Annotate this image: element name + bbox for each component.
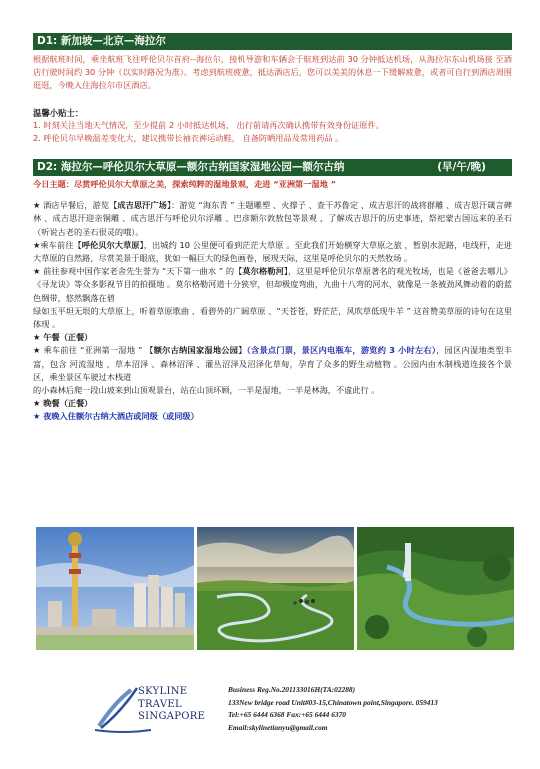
photo-grassland-river	[197, 527, 354, 650]
photo-genghis-square	[36, 527, 194, 650]
day1-description: 根据航班时间，乘坐航班飞往呼伦贝尔首府--海拉尔，接机导游和车辆会于航班到达前 30 分钟抵达机场，从海拉尔东山机场接 至酒店行驶时间约 30 分钟（以实时路况为准）。考虑到航班疲惫，抵达酒店后，您可以美美的休息一下缓解疲惫，或者可自行到酒店周围逛逛，今晚入住海拉尔市区酒店。	[33, 54, 512, 91]
logo-wordmark: SKYLINE TRAVEL SINGAPORE	[138, 686, 206, 722]
business-email: Email:skylinetianyu@gmail.com	[228, 722, 328, 732]
business-info	[228, 684, 438, 734]
business-reg: Business Reg.No.201133016H(TA:02288)	[228, 685, 356, 694]
tips-title: 温馨小贴士：	[33, 107, 84, 118]
item-morgele-river-cont: 绿如玉平坦无垠的大草原上，听着草原歌曲 、看碧外的广阔草原 、“天苍苍，野茫茫，风吹草低现牛羊 ” 这首赞美草原的诗句在这里体现 。	[33, 305, 512, 330]
dinner-line: ★ 晚餐（正餐）	[33, 398, 93, 409]
day2-meals: (早/午/晚)	[437, 161, 486, 174]
tip-2: 2. 呼伦贝尔早晚温差变化大，建议携带长袖衣裤运动鞋， 自备防晒用品及常用药品 。	[33, 132, 344, 143]
item-wetland-park-cont: 的小森林后爬一段山坡来到山顶观景台，站在山顶环顾，一半是湿地，一半是林海，不虚此行 。	[33, 385, 380, 396]
day2-title: D2: 海拉尔—呼伦贝尔大草原—额尔古纳国家湿地公园—额尔古纳	[37, 161, 345, 174]
itinerary-page	[33, 33, 512, 424]
day1-title: D1: 新加坡—北京—海拉尔	[37, 35, 166, 47]
hotel-line: ★ 夜晚入住额尔古纳大酒店或同级（或同级）	[33, 411, 199, 422]
day2-theme: 今日主题：尽赏呼伦贝尔大草原之美，探索纯粹的湿地景观，走进 “亚洲第一湿地 ”	[33, 179, 337, 190]
business-address: 133New bridge road Unit#03-15,Chinatown point,Singapore. 059413	[228, 697, 438, 707]
company-footer	[0, 682, 540, 742]
item-hulunbuir-grassland: ★乘车前往【呼伦贝尔大草原】，出城约 10 公里便可看到茫茫大草原 。至此我们开始横穿大草原之旅 ，暂别水泥路，电线杆，走进大草原的自然路，尽赏美景于眼底，犹如一幅巨大的绿色画卷，展现天际，这里是呼伦贝尔的天然牧场 。	[33, 239, 512, 264]
item-genghis-square: ★ 酒店早餐后，游览【成吉思汗广场】：游览 “海东青 ” 主题雕塑 、火撑子 、查干苏鲁定 、成吉思汗的战将群雕 、成吉思汗箴言碑林 、成吉思汗迎亲铜雕 、成吉思汗与呼伦贝尔浮雕 、巴彦额尔敦敖包等景观 ，了解成吉思汗的历史事迹，祭祀蒙古国远来的圣石（听说古老的圣石很灵的哦）。	[33, 200, 512, 237]
lunch-line: ★ 午餐（正餐）	[33, 332, 93, 343]
business-tel-fax: Tel:+65 6444 6368 Fax:+65 6444 6370	[228, 710, 346, 719]
item-wetland-park: ★ 乘车前往 “亚洲第一湿地 ” 【额尔古纳国家湿地公园】（含景点门票，景区内电瓶车，游览约 3 小时左右），园区内湿地类型丰富，包含 河流湿地 、草本沼泽 、森林沼泽 、灌丛沼泽及沼泽化草甸，孕育了众多的野生动植物 。公园内由木制栈道连接各个景区，乘坐景区车驶过木栈道	[33, 345, 512, 382]
day1-header	[33, 33, 512, 50]
tip-1: 1. 时刻关注当地天气情况，至少提前 2 小时抵达机场， 出行前请再次确认携带有效身份证原件。	[33, 119, 384, 130]
item-morgele-river: ★ 前往参观中国作家老舍先生誉为 “天下第一曲水 ” 的【莫尔格勒河】，这里是呼伦贝尔草原著名的观光牧场，也是《爸爸去哪儿》《寻龙诀》等众多影视节目的拍摄地 。莫尔格勒河道十分狭窄，但却极度弯曲，九曲十八弯的河水，就像是一条被劲风舞动着的蔚蓝色绸带，悠然飘落在碧	[33, 266, 512, 303]
photo-wetland-park	[357, 527, 514, 650]
day2-header	[33, 159, 512, 176]
skyline-logo	[93, 682, 209, 737]
photo-strip	[36, 527, 514, 650]
